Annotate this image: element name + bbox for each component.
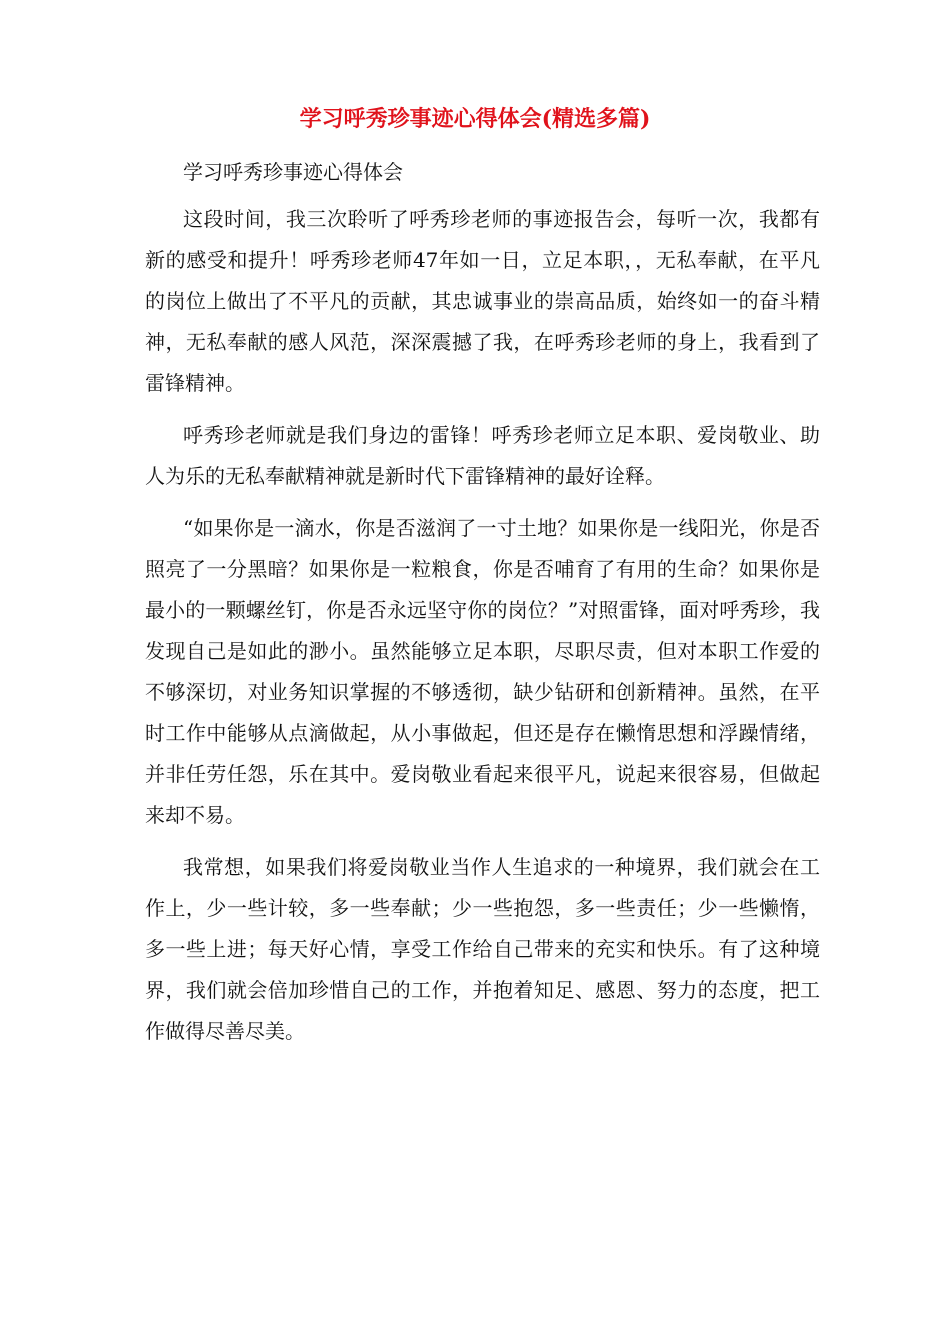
document-title: 学习呼秀珍事迹心得体会(精选多篇)	[299, 106, 651, 132]
paragraph-3: “如果你是一滴水，你是否滋润了一寸土地？如果你是一线阳光，你是否照亮了一分黑暗？如果你是一粒粮食，你是否哺育了有用的生命？如果你是最小的一颗螺丝钉，你是否永远坚守你的岗位？”对照雷锋，面对呼秀珍，我发现自己是如此的渺小。虽然能够立足本职，尽职尽责，但对本职工作爱的不够深切，对业务知识掌握的不够透彻，缺少钻研和创新精神。虽然，在平时工作中能够从点滴做起，从小事做起，但还是存在懒惰思想和浮躁情绪，并非任劳任怨，乐在其中。爱岗敬业看起来很平凡，说起来很容易，但做起来却不易。	[145, 516, 820, 827]
document-body	[145, 152, 820, 1063]
document-subtitle: 学习呼秀珍事迹心得体会	[183, 160, 403, 184]
paragraph-2: 呼秀珍老师就是我们身边的雷锋！呼秀珍老师立足本职、爱岗敬业、助人为乐的无私奉献精神就是新时代下雷锋精神的最好诠释。	[145, 423, 820, 488]
paragraph-1: 这段时间，我三次聆听了呼秀珍老师的事迹报告会，每听一次，我都有新的感受和提升！呼秀珍老师47年如一日，立足本职，，无私奉献，在平凡的岗位上做出了不平凡的贡献，其忠诚事业的崇高品质，始终如一的奋斗精神，无私奉献的感人风范，深深震撼了我，在呼秀珍老师的身上，我看到了雷锋精神。	[145, 207, 820, 395]
paragraph-4: 我常想，如果我们将爱岗敬业当作人生追求的一种境界，我们就会在工作上，少一些计较，多一些奉献；少一些抱怨，多一些责任；少一些懒惰，多一些上进；每天好心情，享受工作给自己带来的充实和快乐。有了这种境界，我们就会倍加珍惜自己的工作，并抱着知足、感恩、努力的态度，把工作做得尽善尽美。	[145, 855, 820, 1043]
